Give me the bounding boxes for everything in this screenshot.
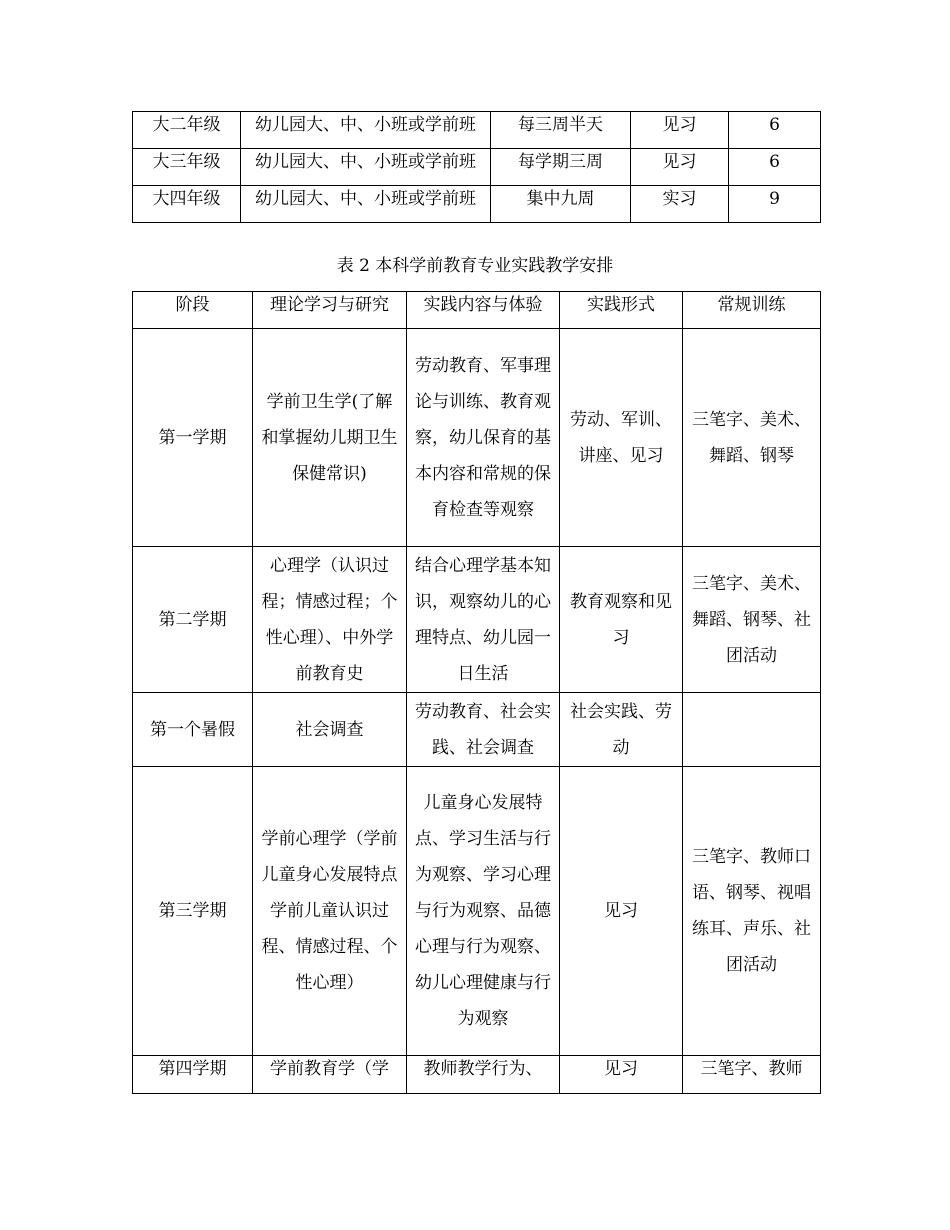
table-cell: 三笔字、美术、舞蹈、钢琴 [683,329,821,547]
table-cell: 每学期三周 [491,149,631,186]
table-cell: 大二年级 [133,112,241,149]
table-cell: 见习 [560,767,683,1056]
table-cell: 第三学期 [133,767,253,1056]
table-cell [683,693,821,767]
header-cell-theory: 理论学习与研究 [253,292,407,329]
table-caption: 表 2 本科学前教育专业实践教学安排 [336,256,614,276]
table-row [133,149,821,186]
table-cell: 心理学（认识过程；情感过程；个性心理）、中外学前教育史 [253,547,407,693]
table-cell: 学前心理学（学前儿童身心发展特点学前儿童认识过程、情感过程、个性心理） [253,767,407,1056]
table-cell: 劳动教育、军事理论与训练、教育观察，幼儿保育的基本内容和常规的保育检查等观察 [407,329,560,547]
table-cell: 学前卫生学(了解和掌握幼儿期卫生保健常识) [253,329,407,547]
table-cell: 结合心理学基本知识，观察幼儿的心理特点、幼儿园一日生活 [407,547,560,693]
table-cell: 幼儿园大、中、小班或学前班 [241,112,491,149]
table-cell: 第二学期 [133,547,253,693]
table-cell: 幼儿园大、中、小班或学前班 [241,149,491,186]
table-cell: 见习 [631,112,729,149]
table-cell: 三笔字、美术、舞蹈、钢琴、社团活动 [683,547,821,693]
table-cell: 见习 [631,149,729,186]
table-cell: 学前教育学（学 [253,1056,407,1094]
header-cell-practice-form: 实践形式 [560,292,683,329]
table-cell: 见习 [560,1056,683,1094]
table-cell: 社会调查 [253,693,407,767]
table-row [133,112,821,149]
table-cell: 教育观察和见习 [560,547,683,693]
table-cell: 教师教学行为、 [407,1056,560,1094]
table-cell: 每三周半天 [491,112,631,149]
table-header-row [133,292,821,329]
table-cell: 大四年级 [133,186,241,223]
header-cell-practice-content: 实践内容与体验 [407,292,560,329]
header-cell-routine-training: 常规训练 [683,292,821,329]
table-cell: 第一个暑假 [133,693,253,767]
table-cell: 第四学期 [133,1056,253,1094]
practice-teaching-arrangement-table [132,291,821,1094]
table-cell: 集中九周 [491,186,631,223]
table-row [133,329,821,547]
table-row [133,547,821,693]
table-cell: 劳动教育、社会实践、社会调查 [407,693,560,767]
table-cell: 大三年级 [133,149,241,186]
table-row [133,693,821,767]
table-cell: 实习 [631,186,729,223]
table-cell: 第一学期 [133,329,253,547]
table-cell: 三笔字、教师 [683,1056,821,1094]
table-cell: 9 [729,186,821,223]
table-cell: 儿童身心发展特点、学习生活与行为观察、学习心理与行为观察、品德心理与行为观察、幼儿心理健康与行为观察 [407,767,560,1056]
table-cell: 幼儿园大、中、小班或学前班 [241,186,491,223]
table-cell: 劳动、军训、讲座、见习 [560,329,683,547]
table-cell: 6 [729,149,821,186]
table-cell: 社会实践、劳动 [560,693,683,767]
table-row [133,767,821,1056]
header-cell-stage: 阶段 [133,292,253,329]
table-row [133,186,821,223]
table-cell: 6 [729,112,821,149]
practice-schedule-table-continued [132,111,821,223]
table-row [133,1056,821,1094]
table-cell: 三笔字、教师口语、钢琴、视唱练耳、声乐、社团活动 [683,767,821,1056]
